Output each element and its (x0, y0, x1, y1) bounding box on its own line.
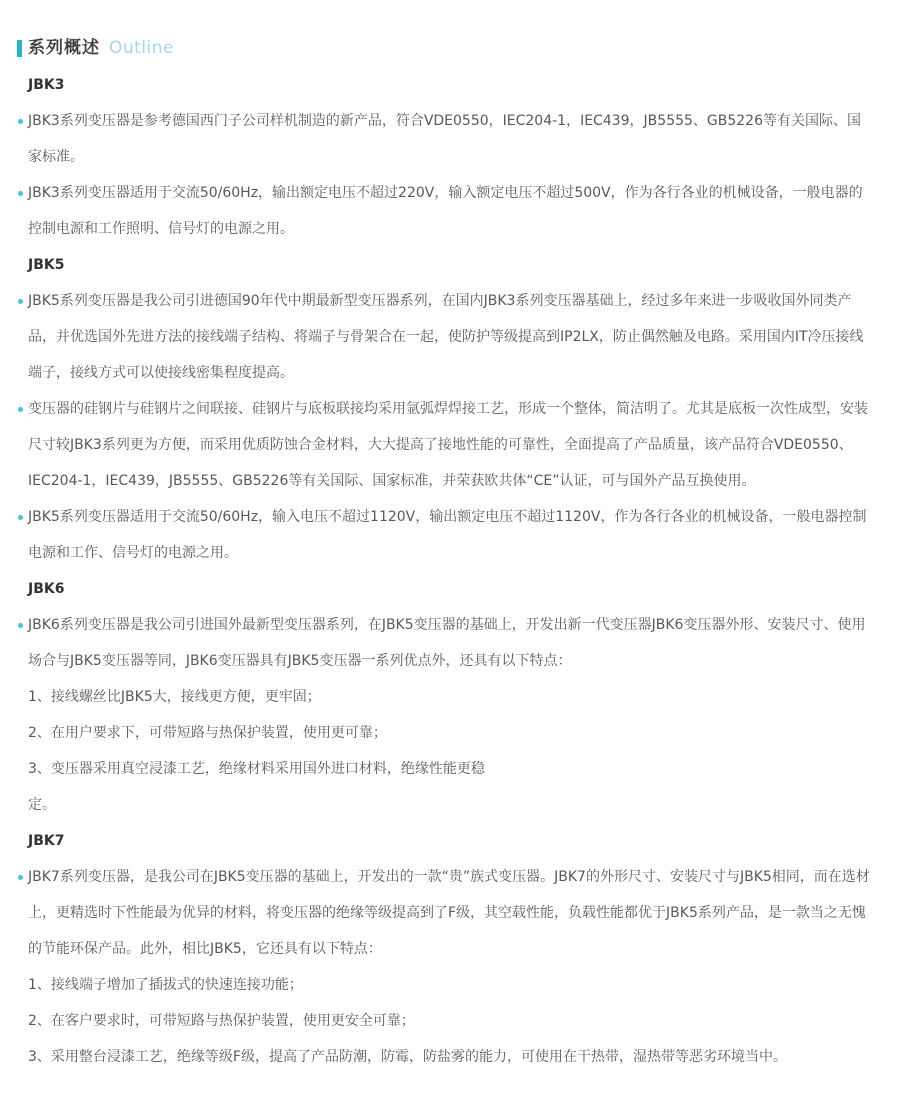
list-item-numbered (28, 751, 874, 787)
item-text: 2、在用户要求下，可带短路与热保护装置，使用更可靠； (28, 725, 387, 741)
bullet-icon (18, 623, 23, 628)
list-item (28, 283, 874, 391)
page-title-en: Outline (109, 38, 175, 58)
bullet-icon (18, 299, 23, 304)
list-item (28, 103, 874, 175)
list-item-continuation (28, 787, 874, 823)
section-jbk5 (28, 247, 874, 571)
item-text: 1、接线螺丝比JBK5大，接线更方便，更牢固； (28, 689, 321, 705)
section-jbk7 (28, 823, 874, 1075)
item-text: 定。 (28, 797, 56, 813)
list-item (28, 499, 874, 571)
item-text: JBK3系列变压器适用于交流50/60Hz，输出额定电压不超过220V，输入额定电压不超过500V，作为各行各业的机械设备，一般电器的控制电源和工作照明、信号灯的电源之用。 (28, 185, 863, 237)
section-heading: JBK7 (28, 833, 65, 849)
page-header (28, 30, 874, 67)
list-item (28, 859, 874, 967)
list-item-numbered (28, 967, 874, 1003)
list-item-numbered (28, 715, 874, 751)
item-text: 2、在客户要求时，可带短路与热保护装置，使用更安全可靠； (28, 1013, 415, 1029)
content (28, 67, 874, 1075)
item-text: JBK7系列变压器，是我公司在JBK5变压器的基础上，开发出的一款“贵”族式变压器。JBK7的外形尺寸、安装尺寸与JBK5相同，而在选材上，更精选时下性能最为优异的材料，将变压器的绝缘等级提高到了F级，其空载性能，负载性能都优于JBK5系列产品，是一款当之无愧的节能环保产品。此外，相比JBK5，它还具有以下特点： (28, 869, 870, 957)
section-heading: JBK5 (28, 257, 65, 273)
item-text: JBK6系列变压器是我公司引进国外最新型变压器系列，在JBK5变压器的基础上，开发出新一代变压器JBK6变压器外形、安装尺寸、使用场合与JBK5变压器等同，JBK6变压器具有JBK5变压器一系列优点外，还具有以下特点： (28, 617, 866, 669)
section-jbk3 (28, 67, 874, 247)
page-title-zh: 系列概述 (28, 38, 100, 58)
item-text: 变压器的硅钢片与硅钢片之间联接、硅钢片与底板联接均采用氩弧焊焊接工艺，形成一个整体，简洁明了。尤其是底板一次性成型，安装尺寸较JBK3系列更为方便，而采用优质防蚀合金材料，大大提高了接地性能的可靠性，全面提高了产品质量，该产品符合VDE0550、IEC204-1，IEC439，JB5555、GB5226等有关国际、国家标准，并荣获欧共体“CE”认证，可与国外产品互换使用。 (28, 401, 868, 489)
bullet-icon (18, 119, 23, 124)
bullet-icon (18, 515, 23, 520)
list-item (28, 607, 874, 679)
item-text: 3、采用整台浸漆工艺，绝缘等级F级，提高了产品防潮，防霉，防盐雾的能力，可使用在干热带，湿热带等恶劣环境当中。 (28, 1049, 787, 1065)
list-item-numbered (28, 679, 874, 715)
list-item-numbered (28, 1003, 874, 1039)
item-text: 1、接线端子增加了插拔式的快速连接功能； (28, 977, 303, 993)
section-heading: JBK3 (28, 77, 65, 93)
item-text: 3、变压器采用真空浸漆工艺，绝缘材料采用国外进口材料，绝缘性能更稳 (28, 761, 485, 777)
bullet-icon (18, 875, 23, 880)
section-heading: JBK6 (28, 581, 65, 597)
item-text: JBK3系列变压器是参考德国西门子公司样机制造的新产品，符合VDE0550，IEC204-1，IEC439，JB5555、GB5226等有关国际、国家标准。 (28, 113, 861, 165)
item-text: JBK5系列变压器是我公司引进德国90年代中期最新型变压器系列，在国内JBK3系列变压器基础上，经过多年来进一步吸收国外同类产品，并优选国外先进方法的接线端子结构、将端子与骨架合在一起，使防护等级提高到IP2LX，防止偶然触及电路。采用国内IT冷压接线端子，接线方式可以使接线密集程度提高。 (28, 293, 864, 381)
bullet-icon (18, 191, 23, 196)
bullet-icon (18, 407, 23, 412)
list-item (28, 391, 874, 499)
list-item (28, 175, 874, 247)
list-item-numbered (28, 1039, 874, 1075)
accent-bar-icon (17, 40, 22, 57)
item-text: JBK5系列变压器适用于交流50/60Hz，输入电压不超过1120V，输出额定电压不超过1120V，作为各行各业的机械设备，一般电器控制电源和工作、信号灯的电源之用。 (28, 509, 867, 561)
section-jbk6 (28, 571, 874, 823)
